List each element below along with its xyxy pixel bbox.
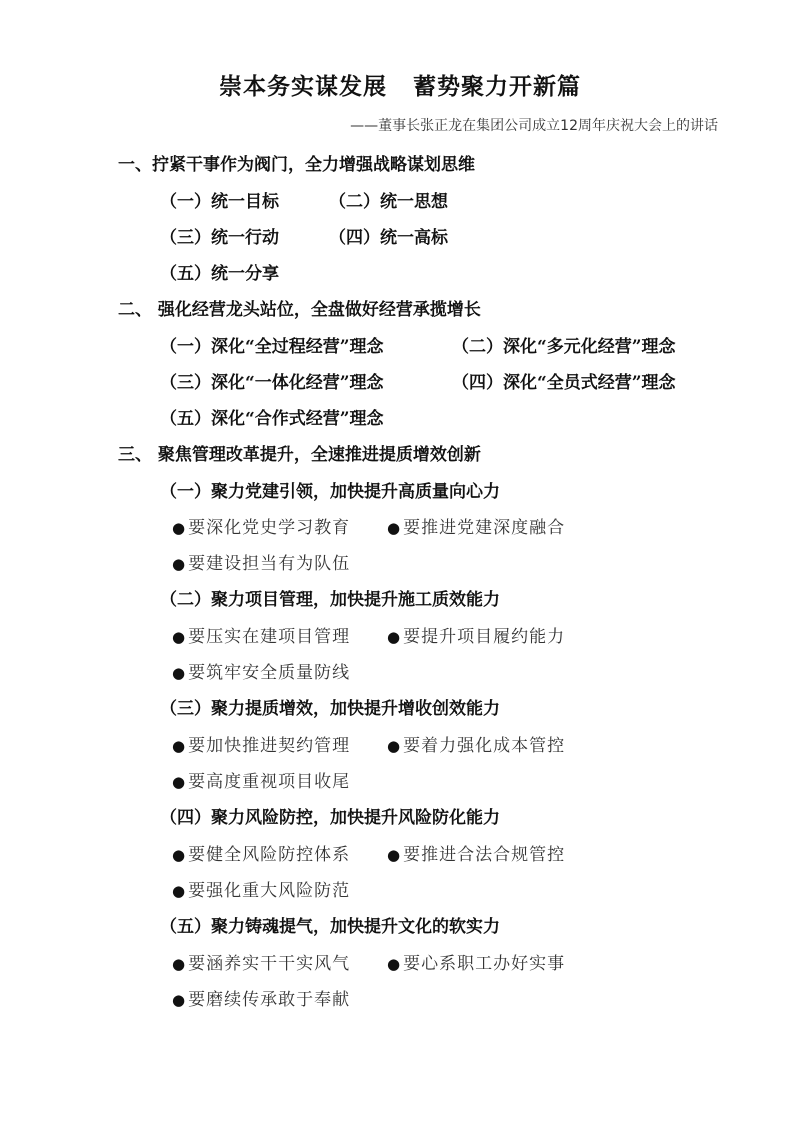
section-1-item: （五）统一分享 xyxy=(160,264,279,284)
bullet-dot-icon: ● xyxy=(172,737,187,755)
document-subtitle: ——董事长张正龙在集团公司成立12周年庆祝大会上的讲话 xyxy=(350,118,718,134)
section-2-item: （二）深化“多元化经营”理念 xyxy=(452,337,676,357)
bullet-dot-icon: ● xyxy=(387,519,402,537)
bullet-item: ● 要提升项目履约能力 xyxy=(387,627,566,647)
bullet-dot-icon: ● xyxy=(172,519,187,537)
subsection-heading: （二）聚力项目管理，加快提升施工质效能力 xyxy=(160,590,500,610)
bullet-dot-icon: ● xyxy=(172,628,187,646)
subsection-heading: （四）聚力风险防控，加快提升风险防化能力 xyxy=(160,808,500,828)
bullet-dot-icon: ● xyxy=(387,955,402,973)
bullet-item: ● 要心系职工办好实事 xyxy=(387,954,566,974)
bullet-dot-icon: ● xyxy=(172,555,187,573)
subsection-heading: （三）聚力提质增效，加快提升增收创效能力 xyxy=(160,699,500,719)
bullet-item: ● 要磨续传承敢于奉献 xyxy=(172,990,351,1010)
bullet-item: ● 要高度重视项目收尾 xyxy=(172,772,351,792)
subsection-heading: （五）聚力铸魂提气，加快提升文化的软实力 xyxy=(160,917,500,937)
bullet-dot-icon: ● xyxy=(172,882,187,900)
bullet-dot-icon: ● xyxy=(172,955,187,973)
section-2-item: （三）深化“一体化经营”理念 xyxy=(160,373,384,393)
title-part-2: 蓄势聚力开新篇 xyxy=(413,73,581,100)
title-part-1: 崇本务实谋发展 xyxy=(219,73,387,100)
section-1-heading: 一、拧紧干事作为阀门，全力增强战略谋划思维 xyxy=(118,155,475,175)
section-2-item: （五）深化“合作式经营”理念 xyxy=(160,409,384,429)
bullet-dot-icon: ● xyxy=(172,773,187,791)
bullet-item: ● 要健全风险防控体系 xyxy=(172,845,351,865)
section-1-item: （二）统一思想 xyxy=(329,192,448,212)
document-title xyxy=(0,68,800,101)
bullet-item: ● 要加快推进契约管理 xyxy=(172,736,351,756)
bullet-dot-icon: ● xyxy=(387,737,402,755)
section-1-item: （三）统一行动 xyxy=(160,228,279,248)
bullet-item: ● 要推进党建深度融合 xyxy=(387,518,566,538)
bullet-item: ● 要着力强化成本管控 xyxy=(387,736,566,756)
bullet-dot-icon: ● xyxy=(172,991,187,1009)
bullet-item: ● 要深化党史学习教育 xyxy=(172,518,351,538)
section-1-item: （一）统一目标 xyxy=(160,192,279,212)
bullet-item: ● 要建设担当有为队伍 xyxy=(172,554,351,574)
section-1-item: （四）统一高标 xyxy=(329,228,448,248)
bullet-item: ● 要筑牢安全质量防线 xyxy=(172,663,351,683)
bullet-item: ● 要强化重大风险防范 xyxy=(172,881,351,901)
bullet-item: ● 要压实在建项目管理 xyxy=(172,627,351,647)
bullet-dot-icon: ● xyxy=(172,664,187,682)
section-2-heading: 二、 强化经营龙头站位，全盘做好经营承揽增长 xyxy=(118,300,481,320)
bullet-item: ● 要推进合法合规管控 xyxy=(387,845,566,865)
section-3-heading: 三、 聚焦管理改革提升，全速推进提质增效创新 xyxy=(118,445,481,465)
bullet-dot-icon: ● xyxy=(387,628,402,646)
bullet-dot-icon: ● xyxy=(172,846,187,864)
bullet-dot-icon: ● xyxy=(387,846,402,864)
subsection-heading: （一）聚力党建引领，加快提升高质量向心力 xyxy=(160,482,500,502)
bullet-item: ● 要涵养实干干实风气 xyxy=(172,954,351,974)
section-2-item: （一）深化“全过程经营”理念 xyxy=(160,337,384,357)
section-2-item: （四）深化“全员式经营”理念 xyxy=(452,373,676,393)
